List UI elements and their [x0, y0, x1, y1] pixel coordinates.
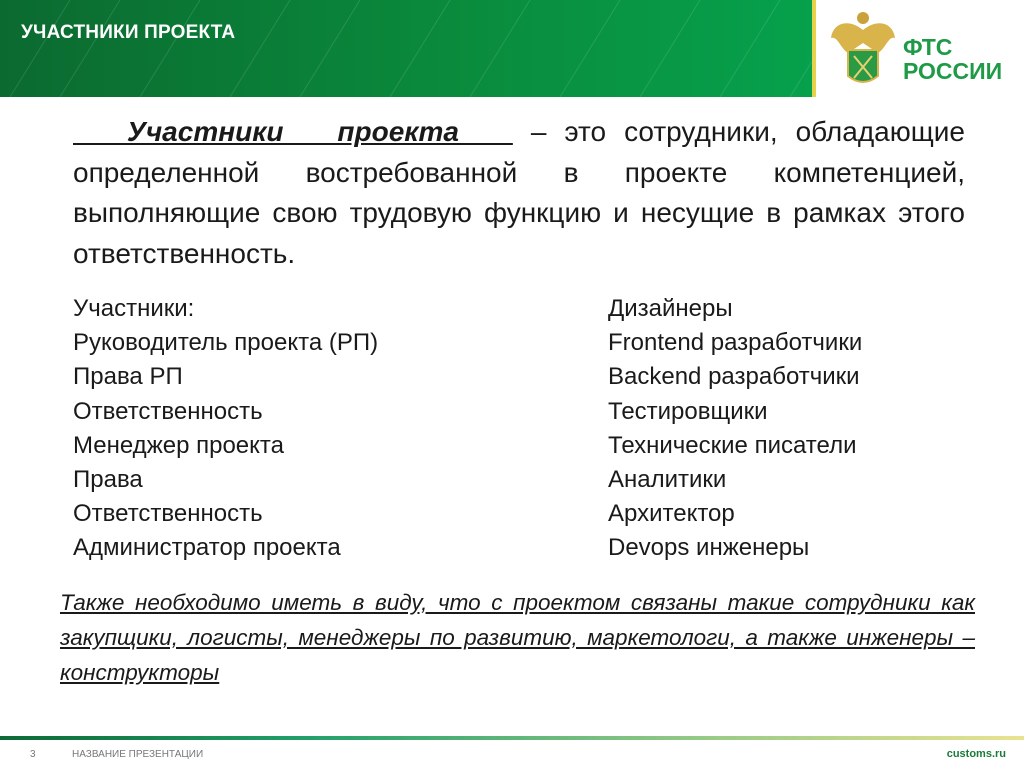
- logo-line-1: ФТС: [903, 34, 953, 60]
- presentation-name: НАЗВАНИЕ ПРЕЗЕНТАЦИИ: [72, 749, 204, 760]
- list-item: Администратор проекта: [73, 534, 341, 562]
- slide-title: УЧАСТНИКИ ПРОЕКТА: [21, 22, 236, 43]
- list-item: Права: [73, 466, 143, 494]
- list-item: Devops инженеры: [608, 534, 810, 562]
- list-item: Ответственность: [73, 500, 263, 528]
- logo-line-2: РОССИИ: [903, 58, 1003, 84]
- list-item: Ответственность: [73, 397, 263, 425]
- list-item: Технические писатели: [608, 431, 857, 459]
- list-item: Менеджер проекта: [73, 431, 284, 459]
- header-banner: [0, 0, 812, 97]
- participants-list-left: [73, 292, 378, 566]
- fts-logo: [828, 8, 1018, 93]
- definition-text: – это сотрудники, обладающие определенной востребованной в проекте компетенцией, выполняющие свою трудовую функцию и несущие в рамках этого ответственность.: [73, 116, 966, 269]
- header-accent-strip: [812, 0, 816, 97]
- list-item: Backend разработчики: [608, 363, 860, 391]
- emblem-icon: [828, 8, 898, 93]
- list-item: Участники:: [73, 295, 195, 322]
- footer-divider: [0, 736, 1024, 740]
- list-item: Аналитики: [608, 466, 727, 494]
- page-number: 3: [30, 749, 36, 760]
- defined-term: Участники проекта: [73, 116, 513, 147]
- list-item: Дизайнеры: [608, 295, 733, 322]
- list-item: Тестировщики: [608, 397, 768, 425]
- decorative-lines: [0, 0, 812, 97]
- note-paragraph: Также необходимо иметь в виду, что с проектом связаны такие сотрудники как закупщики, логисты, менеджеры по развитию, маркетологи, а также инженеры – конструкторы: [60, 590, 975, 685]
- list-item: Архитектор: [608, 500, 735, 528]
- site-link[interactable]: customs.ru: [946, 748, 1006, 760]
- definition-paragraph: [73, 112, 965, 274]
- list-item: Права РП: [73, 363, 183, 391]
- participants-list-right: [608, 292, 862, 566]
- list-item: Frontend разработчики: [608, 329, 863, 357]
- list-item: Руководитель проекта (РП): [73, 329, 379, 357]
